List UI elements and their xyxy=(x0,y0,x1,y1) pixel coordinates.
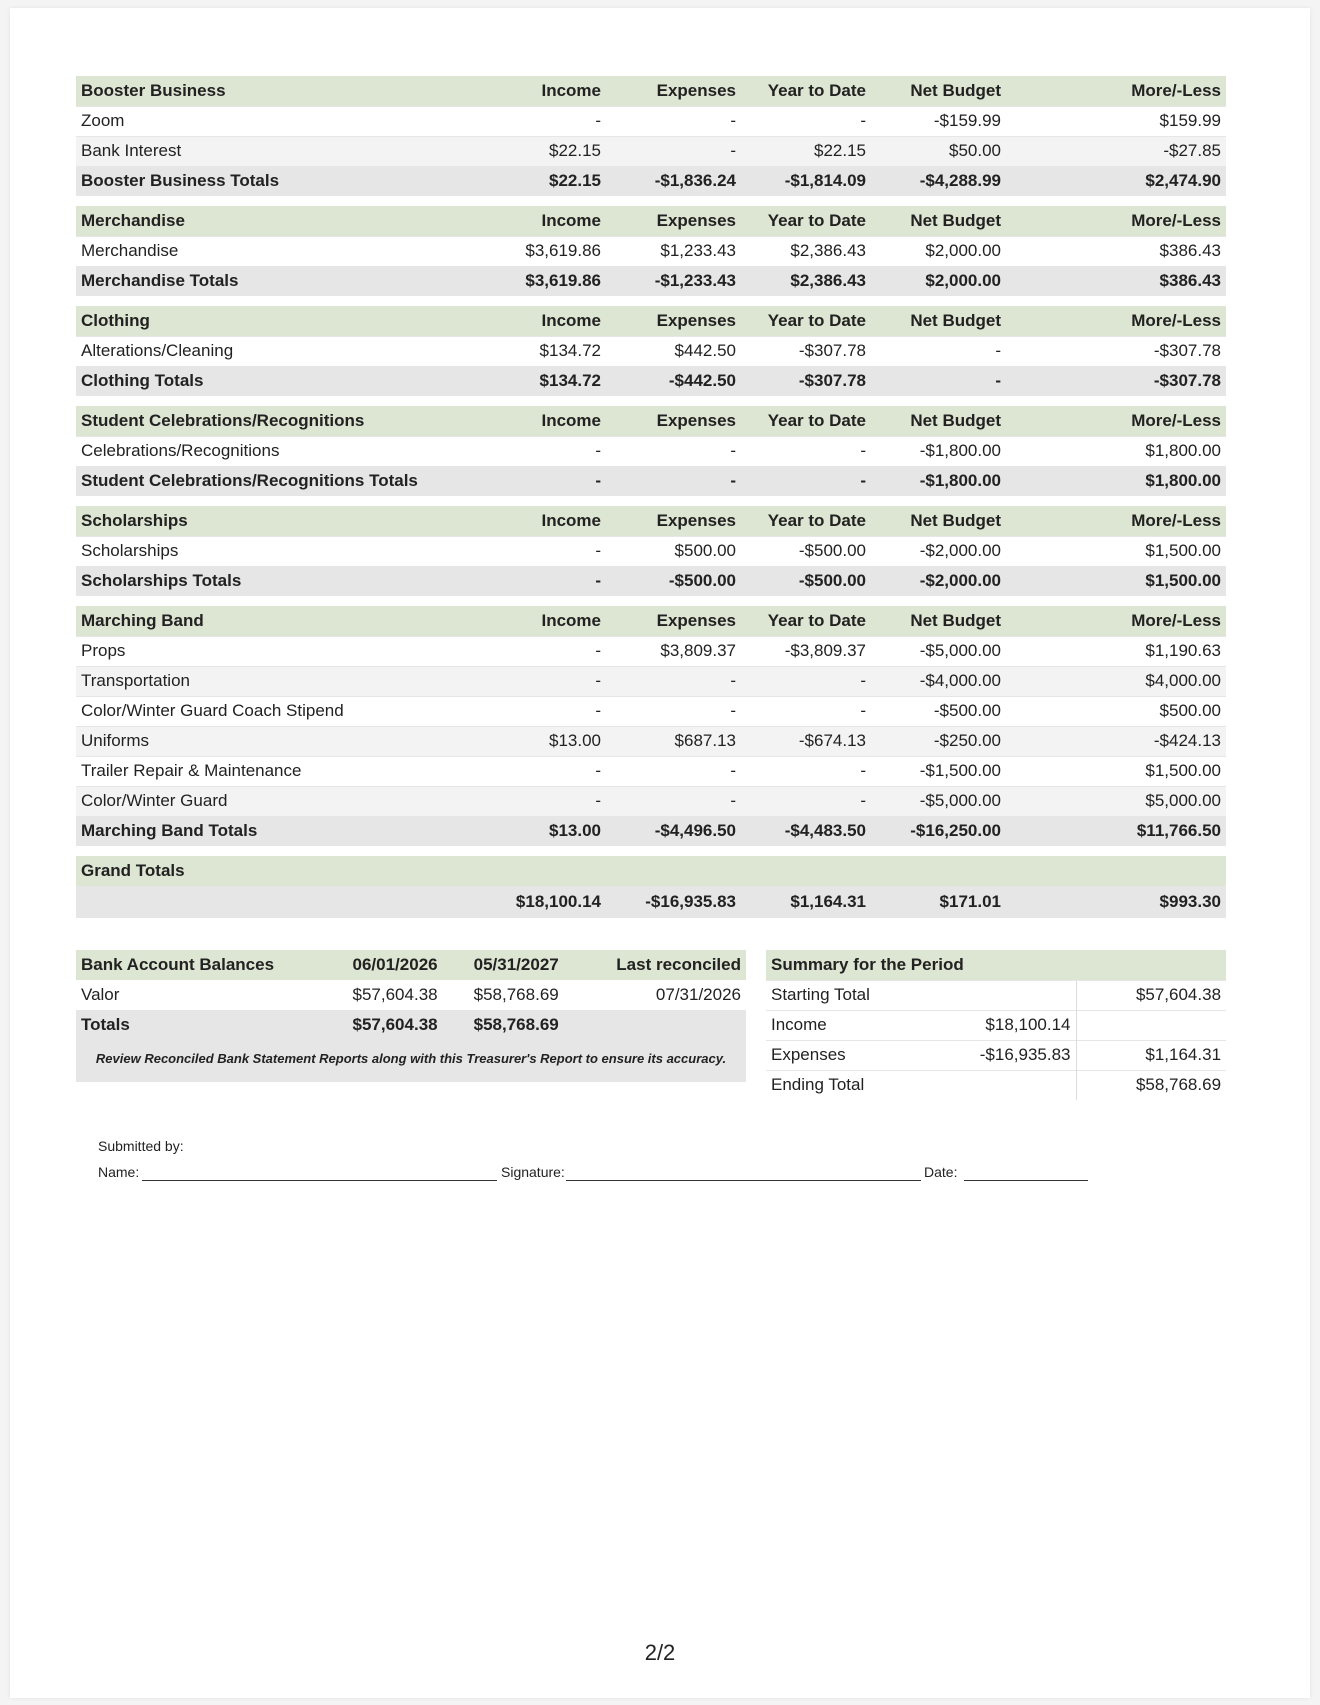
section-total-value: -$500.00 xyxy=(741,566,871,596)
line-item-value: $22.15 xyxy=(741,136,871,166)
bank-title: Bank Account Balances xyxy=(76,950,323,980)
line-item-row xyxy=(76,636,1226,666)
line-item-value: -$1,800.00 xyxy=(871,436,1006,466)
section-header xyxy=(76,406,1226,436)
line-item-value: - xyxy=(871,336,1006,366)
line-item-value: $500.00 xyxy=(1006,696,1226,726)
column-header: Year to Date xyxy=(741,606,871,636)
line-item-value: $5,000.00 xyxy=(1006,786,1226,816)
line-item-value: -$5,000.00 xyxy=(871,786,1006,816)
date-label: Date: xyxy=(924,1164,958,1180)
line-item-row xyxy=(76,336,1226,366)
bank-totals-empty xyxy=(564,1010,746,1040)
section-total-value: -$307.78 xyxy=(741,366,871,396)
line-item-row xyxy=(76,106,1226,136)
section-header xyxy=(76,206,1226,236)
line-item-value: -$424.13 xyxy=(1006,726,1226,756)
summary-expenses-row xyxy=(766,1040,1226,1070)
gap-cell xyxy=(76,396,1226,406)
section-total-value: -$500.00 xyxy=(606,566,741,596)
line-item-value: $3,809.37 xyxy=(606,636,741,666)
line-item-value: $1,190.63 xyxy=(1006,636,1226,666)
line-item-value: -$307.78 xyxy=(741,336,871,366)
grand-total-value: $18,100.14 xyxy=(506,886,606,918)
section-total-value: -$442.50 xyxy=(606,366,741,396)
column-header: More/-Less xyxy=(1006,506,1226,536)
section-total-value: - xyxy=(506,466,606,496)
section-total-value: - xyxy=(506,566,606,596)
section-total-value: -$1,814.09 xyxy=(741,166,871,196)
column-header: Income xyxy=(506,306,606,336)
summary-income-value: $18,100.14 xyxy=(966,1010,1076,1040)
grand-totals-row xyxy=(76,886,1226,918)
section-total-value: -$4,288.99 xyxy=(871,166,1006,196)
line-item-row xyxy=(76,236,1226,266)
bank-col-start: 06/01/2026 xyxy=(323,950,443,980)
section-total-value: $2,000.00 xyxy=(871,266,1006,296)
column-header: Year to Date xyxy=(741,76,871,106)
line-item-value: - xyxy=(506,756,606,786)
bank-totals-row xyxy=(76,1010,746,1040)
gap-cell xyxy=(76,596,1226,606)
line-item-value: - xyxy=(741,666,871,696)
bank-header-row xyxy=(76,950,746,980)
line-item-value: - xyxy=(506,696,606,726)
line-item-value: - xyxy=(506,536,606,566)
section-title: Booster Business xyxy=(76,76,506,106)
section-total-value: -$4,483.50 xyxy=(741,816,871,846)
line-item-label: Trailer Repair & Maintenance xyxy=(76,756,506,786)
line-item-row xyxy=(76,756,1226,786)
section-title: Student Celebrations/Recognitions xyxy=(76,406,506,436)
line-item-value: - xyxy=(606,666,741,696)
summary-ending-row xyxy=(766,1070,1226,1100)
column-header: Income xyxy=(506,506,606,536)
line-item-value: $4,000.00 xyxy=(1006,666,1226,696)
section-gap xyxy=(76,396,1226,406)
line-item-value: $22.15 xyxy=(506,136,606,166)
line-item-value: $134.72 xyxy=(506,336,606,366)
line-item-row xyxy=(76,436,1226,466)
section-total-label: Merchandise Totals xyxy=(76,266,506,296)
line-item-value: - xyxy=(506,436,606,466)
line-item-label: Bank Interest xyxy=(76,136,506,166)
line-item-label: Scholarships xyxy=(76,536,506,566)
summary-ending-value: $58,768.69 xyxy=(1076,1070,1226,1100)
line-item-value: $50.00 xyxy=(871,136,1006,166)
section-total-value: $11,766.50 xyxy=(1006,816,1226,846)
section-total-value: $386.43 xyxy=(1006,266,1226,296)
summary-income-row xyxy=(766,1010,1226,1040)
section-total-row xyxy=(76,566,1226,596)
section-total-value: -$1,233.43 xyxy=(606,266,741,296)
bank-account-end: $58,768.69 xyxy=(443,980,564,1010)
column-header: Expenses xyxy=(606,506,741,536)
section-title: Scholarships xyxy=(76,506,506,536)
line-item-value: $500.00 xyxy=(606,536,741,566)
section-total-label: Student Celebrations/Recognitions Totals xyxy=(76,466,506,496)
line-item-value: -$3,809.37 xyxy=(741,636,871,666)
section-header xyxy=(76,606,1226,636)
line-item-value: - xyxy=(606,136,741,166)
column-header: More/-Less xyxy=(1006,206,1226,236)
section-gap xyxy=(76,496,1226,506)
column-header: Year to Date xyxy=(741,506,871,536)
column-header: Expenses xyxy=(606,406,741,436)
bank-account-start: $57,604.38 xyxy=(323,980,443,1010)
bank-col-end: 05/31/2027 xyxy=(443,950,564,980)
bank-totals-end: $58,768.69 xyxy=(443,1010,564,1040)
section-total-row xyxy=(76,816,1226,846)
summary-starting-value: $57,604.38 xyxy=(1076,980,1226,1010)
bank-col-reconciled: Last reconciled xyxy=(564,950,746,980)
section-total-row xyxy=(76,266,1226,296)
page-number: 2/2 xyxy=(644,1640,676,1665)
section-total-value: -$16,250.00 xyxy=(871,816,1006,846)
grand-total-value: $1,164.31 xyxy=(741,886,871,918)
line-item-row xyxy=(76,786,1226,816)
budget-table xyxy=(76,76,1226,918)
section-header xyxy=(76,76,1226,106)
column-header: Net Budget xyxy=(871,206,1006,236)
summary-expenses-label: Expenses xyxy=(766,1040,966,1070)
line-item-value: $1,500.00 xyxy=(1006,536,1226,566)
line-item-value: - xyxy=(506,106,606,136)
column-header: Expenses xyxy=(606,306,741,336)
submitted-by-label: Submitted by: xyxy=(98,1138,184,1154)
column-header: More/-Less xyxy=(1006,76,1226,106)
signature-blank-line xyxy=(566,1180,921,1181)
column-header: More/-Less xyxy=(1006,606,1226,636)
line-item-value: $1,233.43 xyxy=(606,236,741,266)
bank-note-row xyxy=(76,1040,746,1082)
line-item-label: Transportation xyxy=(76,666,506,696)
section-total-value: -$4,496.50 xyxy=(606,816,741,846)
grand-total-value: -$16,935.83 xyxy=(606,886,741,918)
summary-starting-label: Starting Total xyxy=(766,980,966,1010)
column-header: Income xyxy=(506,76,606,106)
line-item-value: -$5,000.00 xyxy=(871,636,1006,666)
section-total-value: $2,474.90 xyxy=(1006,166,1226,196)
budget-report xyxy=(76,76,1226,918)
grand-totals-title: Grand Totals xyxy=(76,856,1226,886)
line-item-value: $442.50 xyxy=(606,336,741,366)
column-header: Income xyxy=(506,406,606,436)
summary-header-row xyxy=(766,950,1226,980)
line-item-label: Props xyxy=(76,636,506,666)
section-total-value: -$307.78 xyxy=(1006,366,1226,396)
summary-title: Summary for the Period xyxy=(766,950,1226,980)
section-total-row xyxy=(76,466,1226,496)
section-total-label: Marching Band Totals xyxy=(76,816,506,846)
line-item-value: $386.43 xyxy=(1006,236,1226,266)
section-title: Marching Band xyxy=(76,606,506,636)
summary-income-label: Income xyxy=(766,1010,966,1040)
name-label: Name: xyxy=(98,1164,140,1180)
line-item-value: - xyxy=(741,436,871,466)
section-header xyxy=(76,306,1226,336)
line-item-value: -$1,500.00 xyxy=(871,756,1006,786)
bank-account-name: Valor xyxy=(76,980,323,1010)
section-title: Merchandise xyxy=(76,206,506,236)
bank-totals-start: $57,604.38 xyxy=(323,1010,443,1040)
section-gap xyxy=(76,596,1226,606)
section-total-label: Scholarships Totals xyxy=(76,566,506,596)
line-item-label: Color/Winter Guard Coach Stipend xyxy=(76,696,506,726)
line-item-value: -$307.78 xyxy=(1006,336,1226,366)
line-item-value: -$4,000.00 xyxy=(871,666,1006,696)
section-total-value: $22.15 xyxy=(506,166,606,196)
section-total-value: - xyxy=(871,366,1006,396)
line-item-value: -$27.85 xyxy=(1006,136,1226,166)
section-total-label: Booster Business Totals xyxy=(76,166,506,196)
line-item-row xyxy=(76,536,1226,566)
line-item-row xyxy=(76,696,1226,726)
summary-starting-mid xyxy=(966,980,1076,1010)
line-item-value: - xyxy=(506,786,606,816)
line-item-label: Uniforms xyxy=(76,726,506,756)
column-header: Net Budget xyxy=(871,406,1006,436)
section-gap xyxy=(76,846,1226,856)
line-item-value: - xyxy=(741,786,871,816)
line-item-value: - xyxy=(606,786,741,816)
column-header: Expenses xyxy=(606,606,741,636)
section-total-value: -$1,836.24 xyxy=(606,166,741,196)
line-item-value: - xyxy=(606,106,741,136)
column-header: Year to Date xyxy=(741,306,871,336)
line-item-value: $687.13 xyxy=(606,726,741,756)
section-total-value: $3,619.86 xyxy=(506,266,606,296)
line-item-value: - xyxy=(741,696,871,726)
line-item-value: - xyxy=(606,756,741,786)
gap-cell xyxy=(76,846,1226,856)
section-total-value: $134.72 xyxy=(506,366,606,396)
summary-net-value: $1,164.31 xyxy=(1076,1040,1226,1070)
line-item-value: -$2,000.00 xyxy=(871,536,1006,566)
bank-totals-label: Totals xyxy=(76,1010,323,1040)
line-item-value: -$500.00 xyxy=(741,536,871,566)
column-header: Year to Date xyxy=(741,206,871,236)
name-line xyxy=(142,1180,497,1181)
section-total-value: $2,386.43 xyxy=(741,266,871,296)
section-gap xyxy=(76,196,1226,206)
section-total-value: $13.00 xyxy=(506,816,606,846)
signature-label: Signature: xyxy=(501,1164,565,1180)
section-title: Clothing xyxy=(76,306,506,336)
column-header: Expenses xyxy=(606,76,741,106)
line-item-label: Celebrations/Recognitions xyxy=(76,436,506,466)
section-header xyxy=(76,506,1226,536)
column-header: Net Budget xyxy=(871,76,1006,106)
section-total-value: -$2,000.00 xyxy=(871,566,1006,596)
summary-ending-label: Ending Total xyxy=(766,1070,966,1100)
grand-total-value: $171.01 xyxy=(871,886,1006,918)
line-item-value: $1,500.00 xyxy=(1006,756,1226,786)
line-item-value: - xyxy=(741,106,871,136)
line-item-value: - xyxy=(606,696,741,726)
line-item-value: - xyxy=(741,756,871,786)
line-item-row xyxy=(76,666,1226,696)
grand-totals-header xyxy=(76,856,1226,886)
line-item-value: $1,800.00 xyxy=(1006,436,1226,466)
summary-expenses-value: -$16,935.83 xyxy=(966,1040,1076,1070)
bank-note: Review Reconciled Bank Statement Reports along with this Treasurer's Report to ensure its accuracy. xyxy=(76,1040,746,1082)
line-item-value: - xyxy=(506,636,606,666)
lower-section xyxy=(76,950,1226,1110)
column-header: Income xyxy=(506,206,606,236)
section-total-row xyxy=(76,166,1226,196)
gap-cell xyxy=(76,196,1226,206)
grand-totals-spacer xyxy=(76,886,506,918)
summary-income-right xyxy=(1076,1010,1226,1040)
column-header: More/-Less xyxy=(1006,406,1226,436)
column-header: Net Budget xyxy=(871,606,1006,636)
line-item-label: Merchandise xyxy=(76,236,506,266)
line-item-value: -$250.00 xyxy=(871,726,1006,756)
column-header: More/-Less xyxy=(1006,306,1226,336)
column-header: Income xyxy=(506,606,606,636)
section-total-value: $1,500.00 xyxy=(1006,566,1226,596)
bank-account-row xyxy=(76,980,746,1010)
date-line xyxy=(964,1180,1088,1181)
column-header: Expenses xyxy=(606,206,741,236)
line-item-value: $13.00 xyxy=(506,726,606,756)
summary-starting-row xyxy=(766,980,1226,1010)
summary-table xyxy=(766,950,1226,1100)
section-total-label: Clothing Totals xyxy=(76,366,506,396)
summary-ending-mid xyxy=(966,1070,1076,1100)
line-item-value: - xyxy=(606,436,741,466)
section-total-value: -$1,800.00 xyxy=(871,466,1006,496)
line-item-value: - xyxy=(506,666,606,696)
section-gap xyxy=(76,296,1226,306)
gap-cell xyxy=(76,496,1226,506)
column-header: Net Budget xyxy=(871,306,1006,336)
line-item-label: Alterations/Cleaning xyxy=(76,336,506,366)
line-item-label: Color/Winter Guard xyxy=(76,786,506,816)
column-header: Year to Date xyxy=(741,406,871,436)
section-total-value: - xyxy=(741,466,871,496)
line-item-value: $2,386.43 xyxy=(741,236,871,266)
section-total-value: $1,800.00 xyxy=(1006,466,1226,496)
bank-account-reconciled: 07/31/2026 xyxy=(564,980,746,1010)
line-item-value: $3,619.86 xyxy=(506,236,606,266)
section-total-row xyxy=(76,366,1226,396)
line-item-label: Zoom xyxy=(76,106,506,136)
line-item-value: -$674.13 xyxy=(741,726,871,756)
line-item-row xyxy=(76,726,1226,756)
line-item-value: $2,000.00 xyxy=(871,236,1006,266)
line-item-row xyxy=(76,136,1226,166)
grand-total-value: $993.30 xyxy=(1006,886,1226,918)
section-total-value: - xyxy=(606,466,741,496)
line-item-value: -$500.00 xyxy=(871,696,1006,726)
column-header: Net Budget xyxy=(871,506,1006,536)
bank-balances-table xyxy=(76,950,746,1082)
gap-cell xyxy=(76,296,1226,306)
signature-line xyxy=(98,1164,1198,1184)
line-item-value: $159.99 xyxy=(1006,106,1226,136)
line-item-value: -$159.99 xyxy=(871,106,1006,136)
